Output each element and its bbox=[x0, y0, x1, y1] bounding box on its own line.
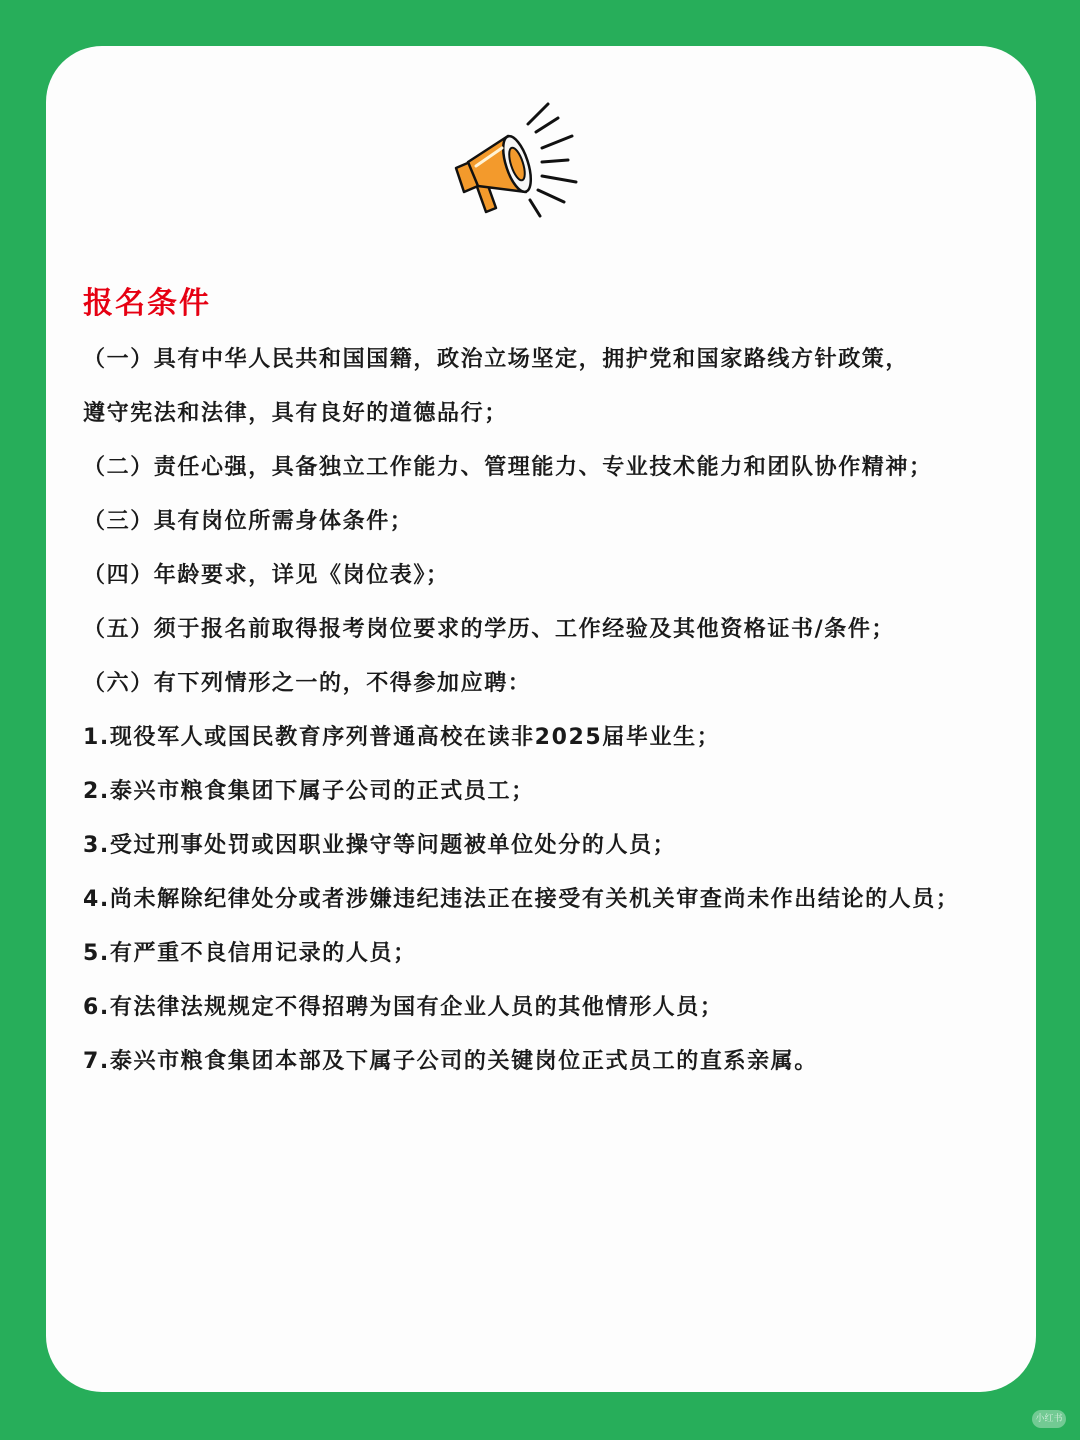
condition-line: （一）具有中华人民共和国国籍，政治立场坚定，拥护党和国家路线方针政策， bbox=[83, 347, 910, 372]
condition-line: （五）须于报名前取得报考岗位要求的学历、工作经验及其他资格证书/条件； bbox=[83, 617, 896, 642]
condition-line: 遵守宪法和法律，具有良好的道德品行； bbox=[83, 401, 508, 426]
exclusion-item: 4.尚未解除纪律处分或者涉嫌违纪违法正在接受有关机关审查尚未作出结论的人员； bbox=[83, 887, 960, 912]
exclusion-item: 3.受过刑事处罚或因职业操守等问题被单位处分的人员； bbox=[83, 833, 677, 858]
megaphone-icon bbox=[446, 96, 586, 226]
section-title: 报名条件 bbox=[83, 286, 211, 321]
condition-line: （六）有下列情形之一的，不得参加应聘： bbox=[83, 671, 532, 696]
content-card bbox=[46, 46, 1036, 1392]
condition-line: （四）年龄要求，详见《岗位表》； bbox=[83, 563, 450, 588]
exclusion-item: 6.有法律法规规定不得招聘为国有企业人员的其他情形人员； bbox=[83, 995, 724, 1020]
exclusion-item: 5.有严重不良信用记录的人员； bbox=[83, 941, 417, 966]
condition-line: （三）具有岗位所需身体条件； bbox=[83, 509, 414, 534]
exclusion-item: 2.泰兴市粮食集团下属子公司的正式员工； bbox=[83, 779, 535, 804]
condition-line: （二）责任心强，具备独立工作能力、管理能力、专业技术能力和团队协作精神； bbox=[83, 455, 933, 480]
exclusion-item: 1.现役军人或国民教育序列普通高校在读非2025届毕业生； bbox=[83, 725, 721, 750]
exclusion-item: 7.泰兴市粮食集团本部及下属子公司的关键岗位正式员工的直系亲属。 bbox=[83, 1049, 818, 1074]
watermark: 小红书 bbox=[1032, 1410, 1066, 1428]
